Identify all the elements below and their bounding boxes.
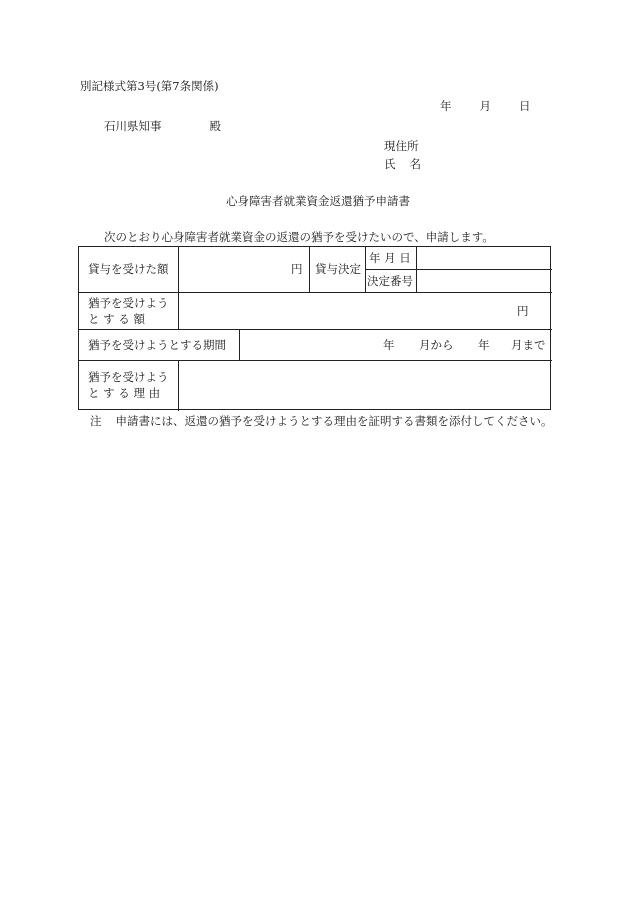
loan-amount-yen: 円	[291, 262, 303, 276]
name-label-2: 名	[409, 157, 421, 171]
name-label	[384, 159, 421, 171]
application-table	[78, 246, 551, 410]
deferral-amount-label-2: と す る 額	[88, 312, 145, 326]
decision-number-field[interactable]	[417, 270, 551, 292]
date-year-label: 年	[440, 99, 452, 113]
deferral-reason-label-2: と す る 理 由	[88, 386, 161, 400]
period-month-to: 月まで	[511, 338, 546, 352]
name-label-1: 氏	[384, 157, 396, 171]
deferral-amount-label-1: 猶予を受けよう	[88, 296, 169, 310]
deferral-reason-label	[88, 369, 169, 401]
footnote	[90, 416, 553, 428]
decision-date-label: 年 月 日	[369, 251, 411, 265]
deferral-amount-label	[88, 295, 169, 327]
loan-decision-label: 貸与決定	[315, 262, 361, 276]
decision-date-field[interactable]	[417, 248, 551, 269]
note-mark: 注	[90, 414, 102, 428]
col-divider-decision	[365, 247, 366, 292]
deferral-reason-field[interactable]	[179, 361, 551, 410]
decision-number-label: 決定番号	[367, 274, 413, 288]
addressee	[104, 121, 221, 133]
deferral-amount-field[interactable]	[179, 293, 509, 329]
date-month-label: 月	[479, 99, 491, 113]
note-text: 申請書には、返還の猶予を受けようとする理由を証明する書類を添付してください。	[115, 414, 553, 428]
honorific: 殿	[209, 119, 221, 133]
loan-amount-label: 貸与を受けた額	[88, 262, 169, 276]
period-year-to: 年	[478, 338, 490, 352]
intro-text: 次のとおり心身障害者就業資金の返還の猶予を受けたいので、申請します。	[104, 230, 494, 244]
period-year-from: 年	[383, 338, 395, 352]
col-divider-amount	[309, 247, 310, 292]
document-title: 心身障害者就業資金返還猶予申請書	[226, 194, 410, 208]
application-date	[440, 101, 531, 113]
period-month-from: 月から	[419, 338, 454, 352]
deferral-amount-yen: 円	[517, 304, 529, 318]
address-label: 現住所	[384, 139, 419, 153]
loan-amount-field[interactable]	[179, 248, 289, 292]
form-identifier: 別記様式第3号(第7条関係)	[80, 79, 219, 93]
deferral-period-field[interactable]	[240, 330, 375, 360]
date-day-label: 日	[519, 99, 531, 113]
deferral-reason-label-1: 猶予を受けよう	[88, 370, 169, 384]
addressee-name: 石川県知事	[104, 119, 162, 133]
deferral-period-label: 猶予を受けようとする期間	[88, 338, 226, 352]
